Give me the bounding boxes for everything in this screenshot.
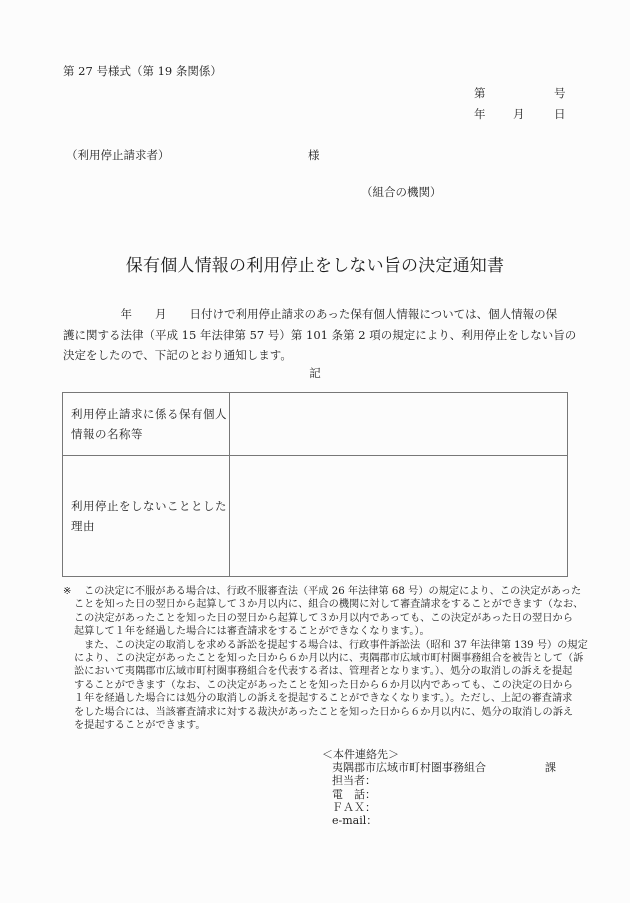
date-day: 日 <box>554 107 566 121</box>
note-line: この決定があったことを知った日の翌日から起算して３か月以内であっても、この決定があった日の翌日から <box>74 612 573 624</box>
note-line: 起算して１年を経過した場合には審査請求をすることができなくなります。）。 <box>74 626 430 638</box>
body-line: 護に関する法律（平成 15 年法律第 57 号）第 101 条第 2 項の規定により、利用停止をしない旨の <box>63 327 577 342</box>
note-line: 訟において夷隅郡市広域市町村圏事務組合を代表する者は、管理者となります。）、処分の取消しの訴えを提起 <box>74 666 573 678</box>
label-line: 情報の名称等 <box>71 427 143 441</box>
page-title: 保有個人情報の利用停止をしない旨の決定通知書 <box>125 256 505 276</box>
note-mark: ※ <box>63 586 72 597</box>
note-line: をした場合には、当該審査請求に対する裁決があったことを知った日から６か月以内に、処分の取消しの訴え <box>74 706 574 718</box>
note-line: を提起することができます。 <box>74 720 206 732</box>
date-year: 年 <box>474 107 486 121</box>
table-value-cell[interactable] <box>230 456 568 577</box>
table-label-cell <box>63 393 230 456</box>
contact-fax: ＦＡＸ： <box>332 800 376 814</box>
contact-section: 課 <box>545 761 556 774</box>
note-line: により、この決定があったことを知った日から６か月以内に、夷隅郡市広域市町村圏事務組合を被告として（訴 <box>74 653 584 665</box>
label-line: 利用停止請求に係る保有個人 <box>71 407 227 421</box>
table-label-cell <box>63 456 230 577</box>
contact-person: 担当者： <box>332 774 376 788</box>
ki-heading: 記 <box>309 366 321 380</box>
number-prefix: 第 <box>474 86 486 100</box>
notes-section <box>63 585 588 732</box>
table-row <box>63 456 568 577</box>
note-line: ことを知った日の翌日から起算して３か月以内に、組合の機関に対して審査請求をすることができます（なお、 <box>74 599 584 611</box>
label-line: 理由 <box>71 519 95 533</box>
note-line: また、この決定の取消しを求める訴訟を提起する場合は、行政事件訴訟法（昭和 37 年法律第 139 号）の規定 <box>84 639 588 651</box>
table-value-cell[interactable] <box>230 393 568 456</box>
contact-email: e-mail： <box>332 814 378 828</box>
body-line: 年 月 日付けで利用停止請求のあった保有個人情報については、個人情報の保 <box>63 307 558 321</box>
note-line: この決定に不服がある場合は、行政不服審査法（平成 26 年法律第 68 号）の規定により、この決定があった <box>84 586 582 597</box>
requester-label: （利用停止請求者） <box>66 148 170 162</box>
info-table <box>62 392 568 577</box>
note-line: １年を経過した場合には処分の取消しの訴えを提起することができなくなります。）。ただし、上記の審査請求 <box>74 693 573 705</box>
label-line: 利用停止をしないこととした <box>71 499 227 513</box>
note-line: することができます（なお、この決定があったことを知った日から６か月以内であっても、この決定の日から <box>74 679 573 691</box>
date-month: 月 <box>513 107 525 121</box>
contact-heading: ＜本件連絡先＞ <box>322 748 399 761</box>
number-suffix: 号 <box>554 86 566 100</box>
contact-block <box>322 748 556 828</box>
body-line: 決定をしたので、下記のとおり通知します。 <box>63 348 292 362</box>
form-id: 第 27 号様式（第 19 条関係） <box>63 64 222 78</box>
table-row <box>63 393 568 456</box>
contact-organization: 夷隅郡市広域市町村圏事務組合 <box>332 761 486 775</box>
contact-phone: 電 話： <box>332 787 376 801</box>
honorific: 様 <box>308 148 320 162</box>
body-paragraph <box>63 304 577 366</box>
issuer-label: （組合の機関） <box>361 185 442 199</box>
